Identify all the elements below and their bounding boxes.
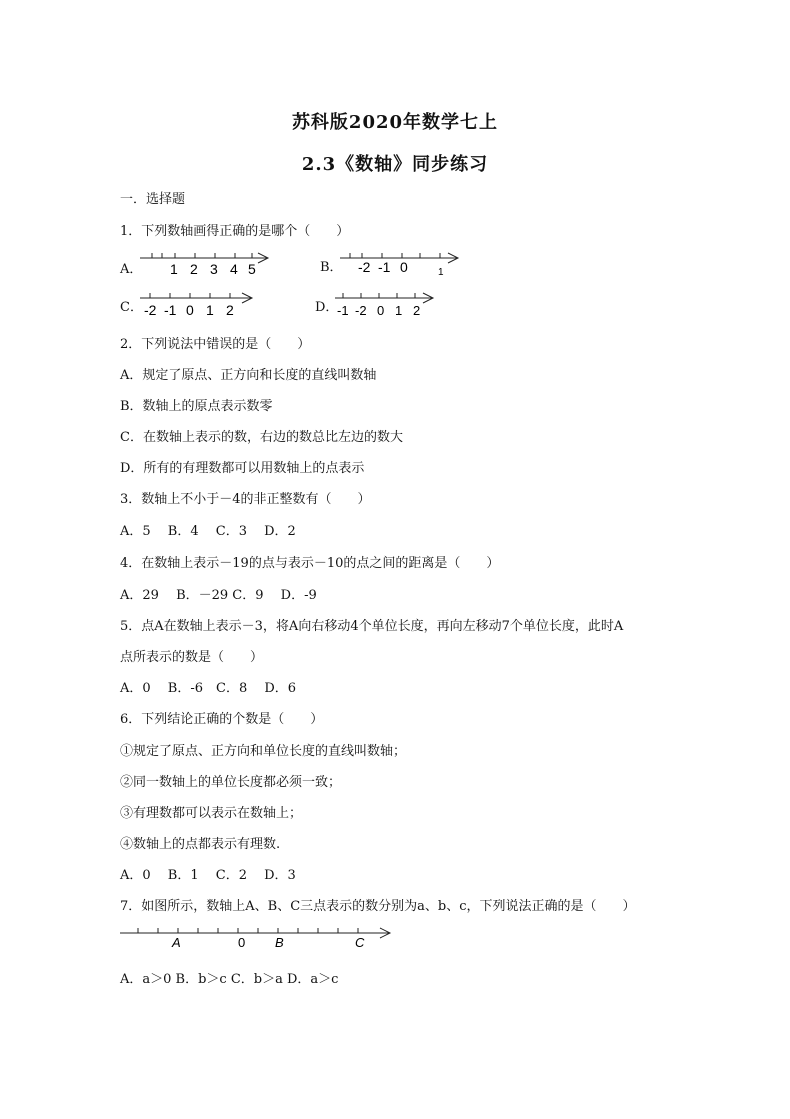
q1c-tick-2: 2	[226, 302, 234, 318]
question-6-stem: 6．下列结论正确的个数是（ ）	[120, 712, 324, 727]
q1-option-d-numberline	[335, 288, 440, 320]
question-5-stem: 5．点A在数轴上表示－3，将A向右移动4个单位长度，再向左移动7个单位长度，此时A	[120, 619, 624, 634]
q6-options: A．0 B．1 C．2 D．3	[120, 868, 296, 883]
q1c-tick-0: 0	[186, 302, 194, 318]
q1a-tick-1: 1	[170, 261, 178, 277]
q1b-tick-0: 0	[400, 259, 408, 275]
q1a-tick-5: 5	[248, 261, 256, 277]
q1c-tick-neg1: -1	[164, 302, 177, 318]
q1c-tick-neg2: -2	[144, 302, 157, 318]
q7-point-c-label: C	[355, 935, 365, 950]
q3-options: A．5 B．4 C．3 D．2	[120, 524, 296, 539]
q2-option-c: C．在数轴上表示的数，右边的数总比左边的数大	[120, 430, 403, 445]
question-1-stem: 1．下列数轴画得正确的是哪个（ ）	[120, 224, 350, 239]
question-7-stem: 7．如图所示，数轴上A、B、C三点表示的数分别为a、b、c，下列说法正确的是（ ）	[120, 899, 636, 914]
q1d-tick-neg1: -1	[337, 303, 349, 318]
q7-zero-label: 0	[238, 935, 246, 950]
q1-option-d-label: D．	[315, 300, 339, 315]
q7-numberline	[120, 925, 395, 953]
q1b-tick-neg2: -2	[358, 259, 371, 275]
q1-option-b-label: B．	[320, 260, 343, 275]
document-title: 苏科版2020年数学七上	[291, 112, 499, 133]
q6-statement-3: ③有理数都可以表示在数轴上；	[120, 806, 303, 821]
q7-point-b-label: B	[275, 935, 284, 950]
q6-statement-1: ①规定了原点、正方向和单位长度的直线叫数轴；	[120, 744, 407, 759]
q1-option-b-numberline	[340, 248, 465, 278]
question-5-stem-cont: 点所表示的数是（ ）	[120, 650, 264, 665]
q5-options: A．0 B．-6 C．8 D．6	[120, 681, 297, 696]
q2-option-a: A．规定了原点、正方向和长度的直线叫数轴	[120, 368, 377, 383]
q1d-tick-1: 1	[395, 303, 403, 318]
q1a-tick-3: 3	[210, 261, 218, 277]
question-2-stem: 2．下列说法中错误的是（ ）	[120, 337, 311, 352]
q2-option-d: D．所有的有理数都可以用数轴上的点表示	[120, 461, 365, 476]
q4-options: A．29 B．－29 C．9 D．-9	[120, 588, 317, 603]
q1d-tick-2: 2	[413, 303, 421, 318]
q1a-tick-2: 2	[190, 261, 198, 277]
q1d-tick-neg2: -2	[355, 303, 367, 318]
q1-option-c-label: C．	[120, 300, 143, 315]
q1b-tick-neg1: -1	[378, 259, 391, 275]
q1c-tick-1: 1	[206, 302, 214, 318]
q1d-tick-0: 0	[377, 303, 385, 318]
section-heading: 一．选择题	[120, 192, 186, 207]
question-3-stem: 3．数轴上不小于－4的非正整数有（ ）	[120, 492, 371, 507]
q1-option-a-numberline	[140, 248, 275, 278]
q6-statement-2: ②同一数轴上的单位长度都必须一致；	[120, 775, 342, 790]
question-4-stem: 4．在数轴上表示－19的点与表示－10的点之间的距离是（ ）	[120, 556, 500, 571]
q7-point-a-label: A	[172, 935, 181, 950]
q7-options: A．a＞0 B．b＞c C．b＞a D．a＞c	[120, 972, 339, 987]
q1b-tick-1: 1	[438, 267, 444, 278]
q1a-tick-4: 4	[230, 261, 238, 277]
q6-statement-4: ④数轴上的点都表示有理数.	[120, 837, 281, 852]
q1-option-c-numberline	[140, 288, 260, 320]
q2-option-b: B．数轴上的原点表示数零	[120, 399, 273, 414]
q1-option-a-label: A．	[120, 262, 143, 277]
document-subtitle: 2.3《数轴》同步练习	[301, 154, 489, 175]
